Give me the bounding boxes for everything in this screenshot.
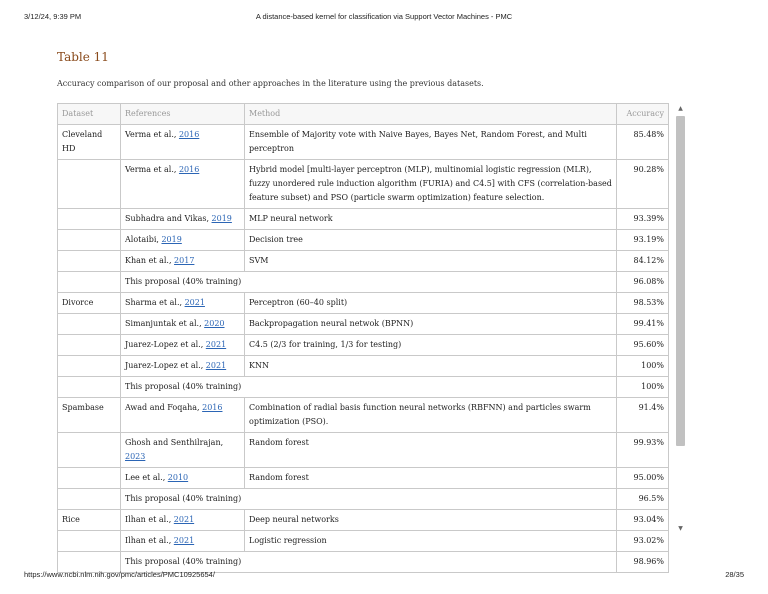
reference-link[interactable]: 2023: [125, 452, 146, 461]
cell-accuracy: 96.08%: [617, 272, 669, 293]
cell-method: MLP neural network: [245, 209, 617, 230]
cell-reference: [121, 531, 245, 552]
cell-method: Hybrid model [multi-layer perceptron (MLP), multinomial logistic regression (MLR), fuzzy unordered rule induction algorithm (FURIA) and C4.5] with CFS (correlation-based feature subset) and PSO (particle swarm optimization) feature selection.: [245, 160, 617, 209]
table-title: Table 11: [57, 50, 109, 64]
table-row: [58, 398, 669, 433]
print-url: https://www.ncbi.nlm.nih.gov/pmc/articles/PMC10925654/: [24, 570, 215, 579]
reference-link[interactable]: 2017: [174, 256, 195, 265]
cell-reference: [121, 398, 245, 433]
reference-authors: Lee et al.,: [125, 473, 168, 482]
cell-accuracy: 95.00%: [617, 468, 669, 489]
cell-method: Backpropagation neural netwok (BPNN): [245, 314, 617, 335]
cell-accuracy: 84.12%: [617, 251, 669, 272]
cell-method: Random forest: [245, 468, 617, 489]
cell-dataset: [58, 230, 121, 251]
cell-reference: [121, 314, 245, 335]
print-date: 3/12/24, 9:39 PM: [24, 12, 82, 21]
cell-dataset: [58, 251, 121, 272]
reference-link[interactable]: 2020: [204, 319, 225, 328]
cell-method: Logistic regression: [245, 531, 617, 552]
cell-method: KNN: [245, 356, 617, 377]
print-title: A distance-based kernel for classification via Support Vector Machines - PMC: [255, 12, 513, 21]
print-footer: [24, 570, 744, 584]
reference-link[interactable]: 2021: [205, 340, 227, 349]
cell-proposal: This proposal (40% training): [121, 272, 617, 293]
cell-dataset: [58, 209, 121, 230]
table-body: [58, 125, 669, 573]
print-header: [24, 12, 744, 26]
reference-authors: Alotaibi,: [125, 235, 162, 244]
table-row: [58, 314, 669, 335]
cell-proposal: This proposal (40% training): [121, 552, 617, 573]
cell-accuracy: 90.28%: [617, 160, 669, 209]
reference-link[interactable]: 2021: [205, 361, 227, 370]
reference-authors: Verma et al.,: [125, 165, 179, 174]
cell-accuracy: 93.02%: [617, 531, 669, 552]
table-header-row: [58, 104, 669, 125]
reference-authors: Khan et al.,: [125, 256, 175, 265]
cell-dataset: Cleveland HD: [58, 125, 121, 160]
table-scrollbar[interactable]: [675, 103, 686, 535]
reference-authors: Simanjuntak et al.,: [125, 319, 205, 328]
reference-link[interactable]: 2019: [211, 214, 232, 223]
cell-dataset: Spambase: [58, 398, 121, 433]
reference-authors: Subhadra and Vikas,: [125, 214, 212, 223]
reference-authors: Ilhan et al.,: [125, 515, 174, 524]
cell-accuracy: 100%: [617, 377, 669, 398]
reference-link[interactable]: 2016: [202, 403, 223, 412]
cell-accuracy: 91.4%: [617, 398, 669, 433]
table-row: [58, 272, 669, 293]
cell-reference: [121, 335, 245, 356]
reference-authors: Awad and Foqaha,: [125, 403, 203, 412]
cell-proposal: This proposal (40% training): [121, 489, 617, 510]
reference-link[interactable]: 2019: [161, 235, 182, 244]
cell-dataset: [58, 489, 121, 510]
cell-method: C4.5 (2/3 for training, 1/3 for testing): [245, 335, 617, 356]
cell-method: Combination of radial basis function neural networks (RBFNN) and particles swarm optimization (PSO).: [245, 398, 617, 433]
reference-link[interactable]: 2021: [184, 298, 205, 307]
print-page-number: 28/35: [725, 570, 744, 579]
cell-proposal: This proposal (40% training): [121, 377, 617, 398]
table-row: [58, 209, 669, 230]
table-row: [58, 160, 669, 209]
cell-method: Ensemble of Majority vote with Naive Bayes, Bayes Net, Random Forest, and Multi perceptron: [245, 125, 617, 160]
reference-link[interactable]: 2010: [167, 473, 189, 482]
cell-accuracy: 95.60%: [617, 335, 669, 356]
reference-link[interactable]: 2016: [178, 165, 200, 174]
table-scroll-area[interactable]: [57, 103, 673, 566]
cell-dataset: Rice: [58, 510, 121, 531]
table-row: [58, 489, 669, 510]
reference-link[interactable]: 2016: [178, 130, 200, 139]
table-row: [58, 125, 669, 160]
reference-authors: Sharma et al.,: [125, 298, 185, 307]
cell-reference: [121, 468, 245, 489]
cell-accuracy: 98.53%: [617, 293, 669, 314]
table-row: [58, 510, 669, 531]
cell-dataset: [58, 433, 121, 468]
table-row: [58, 377, 669, 398]
cell-reference: [121, 251, 245, 272]
reference-authors: Juarez-Lopez et al.,: [125, 361, 206, 370]
table-row: [58, 433, 669, 468]
cell-accuracy: 96.5%: [617, 489, 669, 510]
cell-accuracy: 98.96%: [617, 552, 669, 573]
cell-method: Perceptron (60–40 split): [245, 293, 617, 314]
reference-authors: Ilhan et al.,: [125, 536, 174, 545]
cell-accuracy: 99.41%: [617, 314, 669, 335]
cell-accuracy: 99.93%: [617, 433, 669, 468]
scrollbar-thumb[interactable]: [676, 116, 685, 446]
table-row: [58, 251, 669, 272]
cell-method: Deep neural networks: [245, 510, 617, 531]
cell-dataset: [58, 314, 121, 335]
cell-method: Random forest: [245, 433, 617, 468]
cell-dataset: [58, 272, 121, 293]
cell-reference: [121, 230, 245, 251]
reference-link[interactable]: 2021: [173, 536, 195, 545]
column-header-references: References: [121, 104, 245, 125]
cell-reference: [121, 293, 245, 314]
triangle-down-icon[interactable]: ▼: [678, 525, 683, 532]
column-header-dataset: Dataset: [58, 104, 121, 125]
cell-accuracy: 93.39%: [617, 209, 669, 230]
cell-accuracy: 85.48%: [617, 125, 669, 160]
cell-accuracy: 100%: [617, 356, 669, 377]
cell-dataset: [58, 531, 121, 552]
table-row: [58, 293, 669, 314]
cell-accuracy: 93.19%: [617, 230, 669, 251]
cell-reference: [121, 160, 245, 209]
reference-authors: Verma et al.,: [125, 130, 179, 139]
cell-dataset: [58, 468, 121, 489]
cell-accuracy: 93.04%: [617, 510, 669, 531]
reference-authors: Juarez-Lopez et al.,: [125, 340, 206, 349]
table-row: [58, 531, 669, 552]
reference-authors: Ghosh and Senthilrajan,: [125, 438, 224, 447]
cell-method: SVM: [245, 251, 617, 272]
cell-method: Decision tree: [245, 230, 617, 251]
cell-reference: [121, 356, 245, 377]
cell-dataset: [58, 160, 121, 209]
cell-dataset: [58, 335, 121, 356]
table-row: [58, 356, 669, 377]
column-header-method: Method: [245, 104, 617, 125]
table-row: [58, 468, 669, 489]
column-header-accuracy: Accuracy: [617, 104, 669, 125]
cell-reference: [121, 433, 245, 468]
cell-dataset: [58, 377, 121, 398]
accuracy-table: [57, 103, 669, 573]
table-row: [58, 335, 669, 356]
table-row: [58, 230, 669, 251]
table-caption: Accuracy comparison of our proposal and other approaches in the literature using the previous datasets.: [57, 79, 484, 88]
cell-dataset: [58, 356, 121, 377]
reference-link[interactable]: 2021: [173, 515, 195, 524]
cell-reference: [121, 510, 245, 531]
cell-dataset: Divorce: [58, 293, 121, 314]
cell-reference: [121, 209, 245, 230]
cell-reference: [121, 125, 245, 160]
triangle-up-icon[interactable]: ▲: [678, 105, 683, 112]
